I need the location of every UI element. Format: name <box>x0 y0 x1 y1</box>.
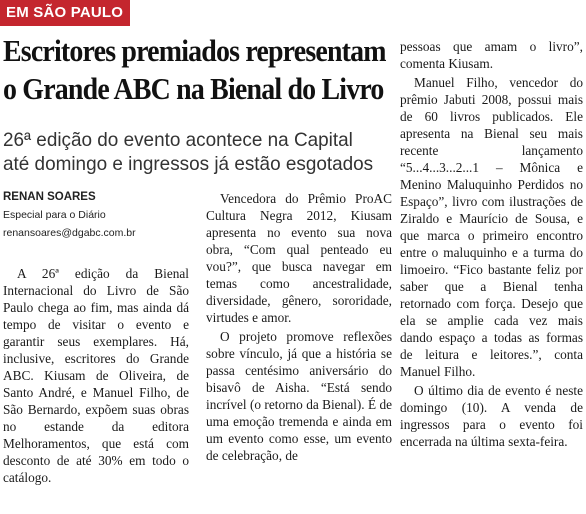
author-role: Especial para o Diário <box>3 209 106 221</box>
article-paragraph: Vencedora do Prêmio ProAC Cultura Negra 2012, Kiusam apresenta no evento sua nova obra, “Com qual penteado eu vou?”, que busca navegar em temas como ancestralidade, diversidade, gênero, sororidade, virtudes e amor. <box>206 191 392 325</box>
headline <box>3 32 386 108</box>
article-paragraph: pessoas que amam o livro”, comenta Kiusam. <box>400 39 583 71</box>
author-name: RENAN SOARES <box>3 191 96 203</box>
section-label: EM SÃO PAULO <box>0 0 130 26</box>
subtitle <box>3 128 386 176</box>
article-column-3 <box>400 38 583 450</box>
article-column-1 <box>3 265 189 486</box>
article-paragraph: O projeto promove reflexões sobre vínculo, já que a história se passa centésimo aniversário do bisavô de Aisha. “Está sendo incrível (o retorno da Bienal). É de uma emoção tremenda e ainda em um evento como esse, um evento de celebração, de <box>206 329 392 463</box>
byline <box>3 190 223 240</box>
subtitle-line-2: até domingo e ingressos já estão esgotados <box>3 153 374 175</box>
author-email[interactable]: renansoares@dgabc.com.br <box>3 227 136 239</box>
article-column-2 <box>206 190 392 464</box>
headline-line-2: o Grande ABC na Bienal do Livro <box>3 71 384 106</box>
article-paragraph: A 26ª edição da Bienal Internacional do Livro de São Paulo chega ao fim, mas ainda dá tempo de visitar o evento e garantir seus exemplares. Há, inclusive, escritores do Grande ABC. Kiusam de Oliveira, de Santo André, e Manuel Filho, de São Bernardo, expõem suas obras no estande da editora Melhoramentos, que está com desconto de até 30% em todo o catálogo. <box>3 266 189 485</box>
article-paragraph: Manuel Filho, vencedor do prêmio Jabuti 2008, possui mais de 60 livros publicados. Ele apresenta na Bienal seu mais recente lançamento “5...4...3...2...1 – Mônica e Menino Maluquinho Perdidos no Espaço”, livro com ilustrações de Ziraldo e Maurício de Sousa, e que marca o primeiro encontro entre o maluquinho e a turma do limoeiro. “Fico bastante feliz por saber que a Bienal tenha retornado com força. Desejo que ela se amplie cada vez mais dando espaço a todas as formas de leitura e leitores.”, conta Manuel Filho. <box>400 75 583 379</box>
headline-line-1: Escritores premiados representam <box>3 33 386 68</box>
article-paragraph: O último dia de evento é neste domingo (10). A venda de ingressos para o evento foi encerrada na última sexta-feira. <box>400 383 583 449</box>
subtitle-line-1: 26ª edição do evento acontece na Capital <box>3 129 353 151</box>
